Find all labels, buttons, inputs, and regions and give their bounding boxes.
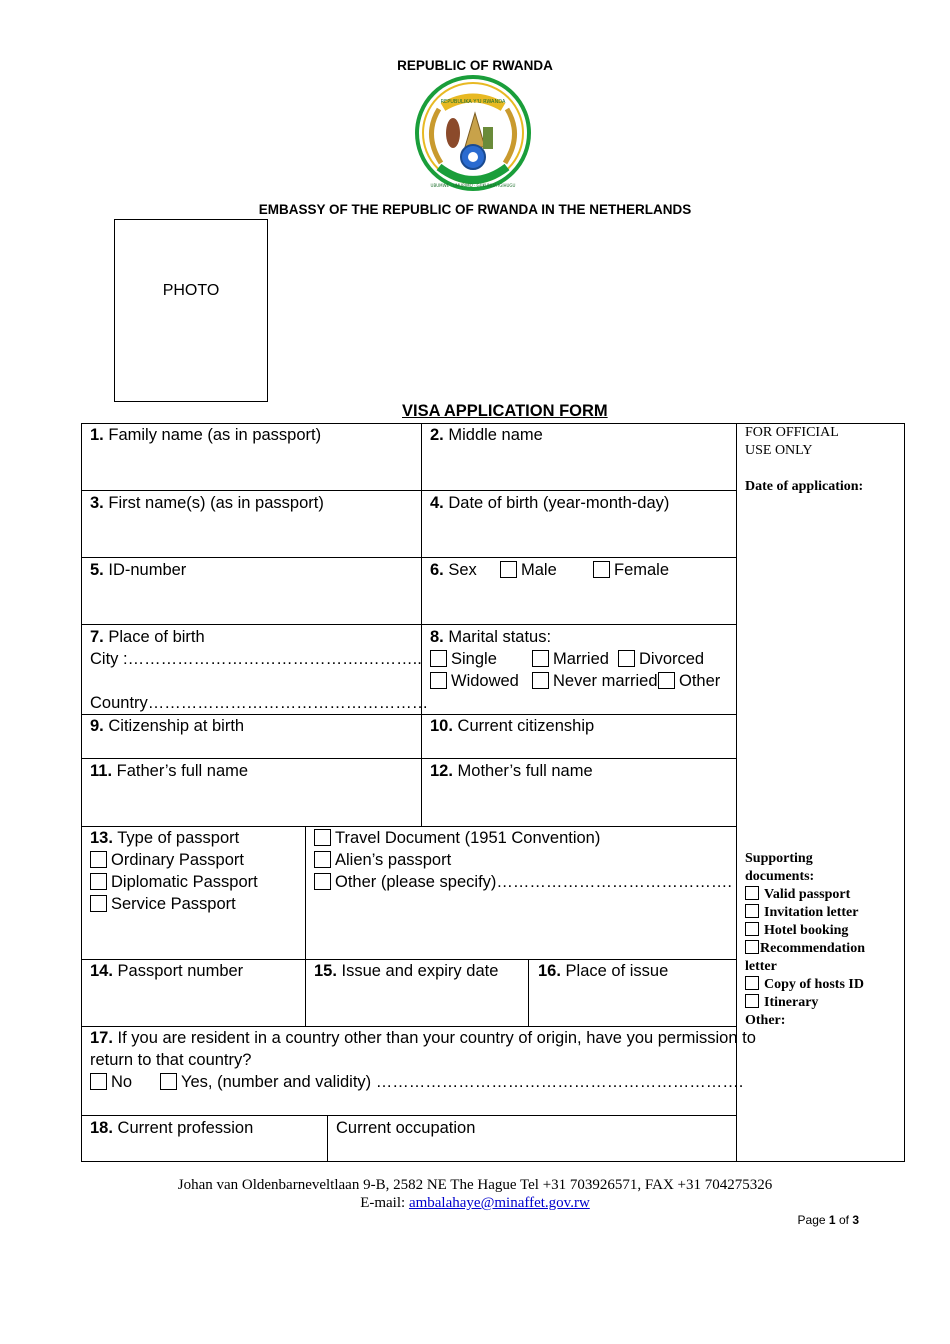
passport-diplomatic-option[interactable]: Diplomatic Passport [90,871,258,893]
checkbox[interactable] [532,672,549,689]
field-passport-number[interactable]: 14. Passport number [90,962,244,980]
footer-email: E-mail: ambalahaye@minaffet.gov.rw [360,1195,590,1211]
seal-bottom-text: UBUMWE · UMURIMO · GUKUNDA IGIHUGU [430,183,516,188]
page-number: Page 1 of 3 [797,1213,859,1227]
photo-box[interactable] [114,219,268,402]
checkbox[interactable] [314,873,331,890]
field-residence-permission: 17. If you are resident in a country other than your country of origin, have you permission to [90,1029,756,1047]
field-current-profession[interactable]: 18. Current profession [90,1119,254,1137]
embassy-heading: EMBASSY OF THE REPUBLIC OF RWANDA IN THE NETHERLANDS [258,202,692,217]
checkbox[interactable] [618,650,635,667]
field-current-citizenship[interactable]: 10. Current citizenship [430,717,595,735]
date-of-application-label: Date of application: [745,479,864,494]
field-current-occupation[interactable]: Current occupation [336,1119,476,1137]
field-date-of-birth[interactable]: 4. Date of birth (year-month-day) [430,494,670,512]
checkbox[interactable] [532,650,549,667]
field-middle-name[interactable]: 2. Middle name [430,426,543,444]
checkbox[interactable] [430,672,447,689]
residence-yes-option[interactable]: Yes, (number and validity) …………………………………………………………. [160,1071,743,1093]
field-family-name[interactable]: 1. Family name (as in passport) [90,426,322,444]
checkbox[interactable] [90,895,107,912]
seal-top-text: REPUBULIKA Y'U RWANDA [440,99,506,105]
field-mothers-name[interactable]: 12. Mother’s full name [430,762,593,780]
doc-hotel-booking[interactable]: Hotel booking [745,922,865,940]
doc-invitation-letter[interactable]: Invitation letter [745,904,865,922]
passport-aliens-option[interactable]: Alien’s passport [314,849,451,871]
passport-ordinary-option[interactable]: Ordinary Passport [90,849,244,871]
checkbox[interactable] [745,904,759,918]
field-marital-status: 8. Marital status: [430,628,552,646]
passport-service-option[interactable]: Service Passport [90,893,236,915]
birth-country-line[interactable]: Country…………………………………………… [90,694,429,712]
checkbox[interactable] [90,851,107,868]
checkbox[interactable] [160,1073,177,1090]
field-passport-type: 13. Type of passport [90,829,240,847]
checkbox[interactable] [314,851,331,868]
passport-travel-document-option[interactable]: Travel Document (1951 Convention) [314,827,600,849]
doc-recommendation-letter[interactable]: Recommendation [745,940,865,958]
checkbox[interactable] [745,994,759,1008]
supporting-documents: Supporting documents: Valid passport Invitation letter Hotel booking Recommendation letter Copy of hosts ID Itinerary Other: [745,851,865,1028]
checkbox[interactable] [658,672,675,689]
official-use-heading: FOR OFFICIAL USE ONLY [745,425,839,458]
email-link[interactable]: ambalahaye@minaffet.gov.rw [408,1195,590,1211]
checkbox[interactable] [745,976,759,990]
checkbox[interactable] [90,873,107,890]
passport-other-option[interactable]: Other (please specify)……………………………………. [314,871,732,893]
field-first-name[interactable]: 3. First name(s) (as in passport) [90,494,324,512]
field-sex: 6. Sex [430,561,477,579]
field-place-of-birth: 7. Place of birth [90,628,205,646]
field-place-of-issue[interactable]: 16. Place of issue [538,962,669,980]
field-issue-expiry-date[interactable]: 15. Issue and expiry date [314,962,499,980]
country-heading: REPUBLIC OF RWANDA [397,58,553,73]
rwanda-coat-of-arms-icon [413,75,533,195]
checkbox[interactable] [745,886,759,900]
field-fathers-name[interactable]: 11. Father’s full name [90,762,249,780]
checkbox[interactable] [745,922,759,936]
sex-male-option[interactable]: Male [500,559,557,581]
checkbox[interactable] [430,650,447,667]
checkbox[interactable] [745,940,759,954]
footer-address: Johan van Oldenbarneveltlaan 9-B, 2582 NE The Hague Tel +31 703926571, FAX +31 704275326 [177,1177,773,1193]
doc-itinerary[interactable]: Itinerary [745,994,865,1012]
marital-single-option[interactable]: Single [430,648,497,670]
marital-divorced-option[interactable]: Divorced [618,648,704,670]
marital-married-option[interactable]: Married [532,648,609,670]
marital-other-option[interactable]: Other [658,670,720,692]
birth-city-line[interactable]: City :…………………………………….……….. [90,650,422,668]
residence-no-option[interactable]: No [90,1071,132,1093]
marital-widowed-option[interactable]: Widowed [430,670,519,692]
checkbox[interactable] [593,561,610,578]
residence-question-line2: return to that country? [90,1051,252,1069]
checkbox[interactable] [500,561,517,578]
checkbox[interactable] [314,829,331,846]
field-citizenship-at-birth[interactable]: 9. Citizenship at birth [90,717,245,735]
field-id-number[interactable]: 5. ID-number [90,561,187,579]
photo-label: PHOTO [162,282,220,299]
checkbox[interactable] [90,1073,107,1090]
marital-never-married-option[interactable]: Never married [532,670,658,692]
doc-copy-of-hosts-id[interactable]: Copy of hosts ID [745,976,865,994]
form-title: VISA APPLICATION FORM [402,402,608,420]
doc-valid-passport[interactable]: Valid passport [745,886,865,904]
sex-female-option[interactable]: Female [593,559,669,581]
